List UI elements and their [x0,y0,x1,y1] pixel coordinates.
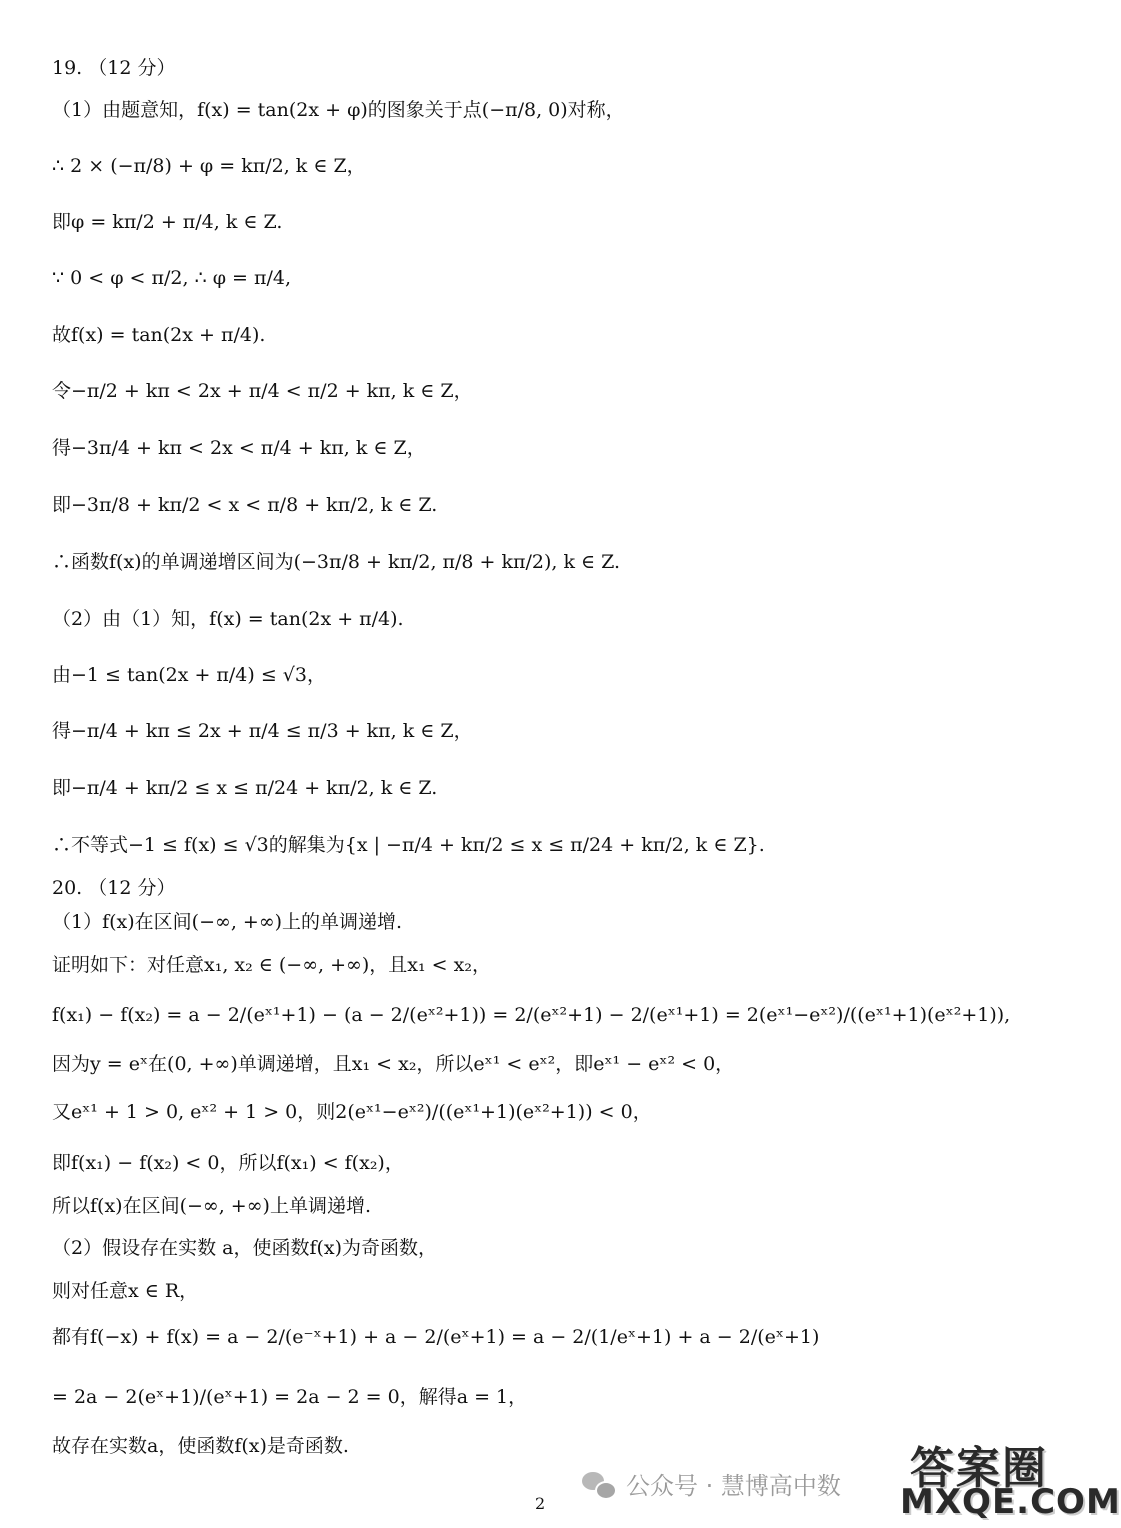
solution-line: 即−π/4 + kπ/2 ≤ x ≤ π/24 + kπ/2, k ∈ Z. [52,777,438,799]
solution-line: 故存在实数a，使函数f(x)是奇函数. [52,1435,349,1457]
solution-line: = 2a − 2(eˣ+1)/(eˣ+1) = 2a − 2 = 0，解得a = 1， [52,1386,528,1408]
solution-line: （1）由题意知，f(x) = tan(2x + φ)的图象关于点(−π/8, 0)对称， [52,99,625,121]
solution-line: 故f(x) = tan(2x + π/4). [52,324,266,346]
solution-line: 令−π/2 + kπ < 2x + π/4 < π/2 + kπ, k ∈ Z， [52,380,473,402]
solution-line: 证明如下：对任意x₁, x₂ ∈ (−∞, +∞)，且x₁ < x₂， [52,954,491,976]
solution-line: 都有f(−x) + f(x) = a − 2/(e⁻ˣ+1) + a − 2/(eˣ+1) = a − 2/(1/eˣ+1) + a − 2/(eˣ+1) [52,1326,820,1348]
solution-line: ∴ 2 × (−π/8) + φ = kπ/2, k ∈ Z， [52,155,366,177]
solution-line: 所以f(x)在区间(−∞, +∞)上单调递增. [52,1195,372,1217]
solution-line: 则对任意x ∈ R， [52,1280,199,1302]
solution-line: f(x₁) − f(x₂) = a − 2/(eˣ¹+1) − (a − 2/(eˣ²+1)) = 2/(eˣ²+1) − 2/(eˣ¹+1) = 2(eˣ¹−eˣ²)/((eˣ¹+1)(eˣ²+1)), [52,1004,1011,1026]
site-logo [900,1432,1121,1524]
solution-line: 即−3π/8 + kπ/2 < x < π/8 + kπ/2, k ∈ Z. [52,494,438,516]
solution-line: 20. （12 分） [52,877,176,899]
wechat-watermark [582,1466,841,1501]
solution-line: ∴不等式−1 ≤ f(x) ≤ √3的解集为{x | −π/4 + kπ/2 ≤ x ≤ π/24 + kπ/2, k ∈ Z}. [52,834,765,856]
solution-line: 得−π/4 + kπ ≤ 2x + π/4 ≤ π/3 + kπ, k ∈ Z， [52,720,473,742]
solution-line: ∵ 0 < φ < π/2, ∴ φ = π/4, [52,267,292,289]
solution-line: （2）假设存在实数 a，使函数f(x)为奇函数， [52,1237,438,1259]
solution-line: 即f(x₁) − f(x₂) < 0，所以f(x₁) < f(x₂)， [52,1152,404,1174]
solution-line: （1）f(x)在区间(−∞, +∞)上的单调递增. [52,911,403,933]
solution-line: ∴函数f(x)的单调递增区间为(−3π/8 + kπ/2, π/8 + kπ/2), k ∈ Z. [52,551,621,573]
solution-line: 又eˣ¹ + 1 > 0, eˣ² + 1 > 0，则2(eˣ¹−eˣ²)/((eˣ¹+1)(eˣ²+1)) < 0， [52,1101,652,1123]
solution-line: 得−3π/4 + kπ < 2x < π/4 + kπ, k ∈ Z， [52,437,426,459]
solution-line: 由−1 ≤ tan(2x + π/4) ≤ √3， [52,664,327,686]
watermark-text: 公众号 · 慧博高中数 [626,1472,841,1500]
solution-line: （2）由（1）知，f(x) = tan(2x + π/4). [52,608,404,630]
logo-top-text: 答案圈 [910,1443,1048,1494]
wechat-icon [582,1470,616,1498]
page-number: 2 [535,1494,546,1513]
solution-line: 19. （12 分） [52,57,176,79]
logo-bottom-text: MXQE.COM [900,1482,1121,1522]
solution-line: 因为y = eˣ在(0, +∞)单调递增，且x₁ < x₂，所以eˣ¹ < eˣ²，即eˣ¹ − eˣ² < 0， [52,1053,735,1075]
solution-line: 即φ = kπ/2 + π/4, k ∈ Z. [52,211,283,233]
